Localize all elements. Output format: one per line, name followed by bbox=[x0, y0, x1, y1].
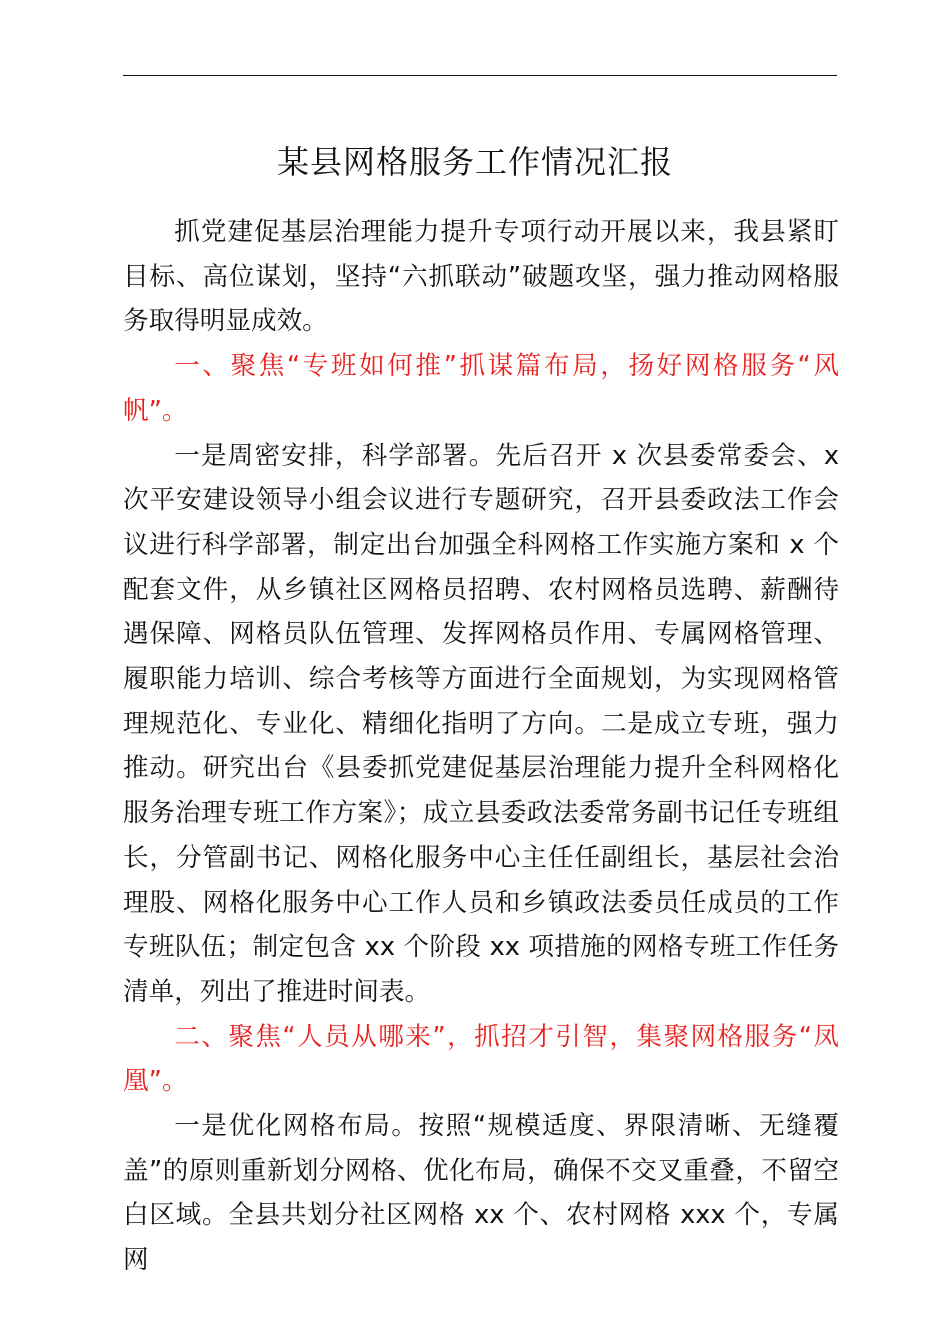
section-heading-2: 二、聚焦“人员从哪来”，抓招才引智，集聚网格服务“凤凰”。 bbox=[123, 1021, 839, 1097]
section-heading-1: 一、聚焦“专班如何推”抓谋篇布局，扬好网格服务“风帆”。 bbox=[123, 351, 839, 426]
section-2-paragraph: 一是优化网格布局。按照“规模适度、界限清晰、无缝覆盖”的原则重新划分网格、优化布局，确保不交叉重叠，不留空白区域。全县共划分社区网格 xx 个、农村网格 xxx 个，专属网 bbox=[123, 1111, 839, 1276]
document-title: 某县网格服务工作情况汇报 bbox=[276, 143, 673, 181]
document-body bbox=[123, 210, 839, 1283]
header-rule bbox=[123, 75, 837, 76]
intro-paragraph: 抓党建促基层治理能力提升专项行动开展以来，我县紧盯目标、高位谋划，坚持“六抓联动”破题攻坚，强力推动网格服务取得明显成效。 bbox=[123, 217, 839, 337]
section-1-paragraph: 一是周密安排，科学部署。先后召开 x 次县委常委会、x 次平安建设领导小组会议进行专题研究，召开县委政法工作会议进行科学部署，制定出台加强全科网格工作实施方案和 x 个配套文件，从乡镇社区网格员招聘、农村网格员选聘、薪酬待遇保障、网格员队伍管理、发挥网格员作用、专属网格管理、履职能力培训、综合考核等方面进行全面规划，为实现网格管理规范化、专业化、精细化指明了方向。二是成立专班，强力推动。研究出台《县委抓党建促基层治理能力提升全科网格化服务治理专班工作方案》；成立县委政法委常务副书记任专班组长，分管副书记、网格化服务中心主任任副组长，基层社会治理股、网格化服务中心工作人员和乡镇政法委员任成员的工作专班队伍；制定包含 xx 个阶段 xx 项措施的网格专班工作任务清单，列出了推进时间表。 bbox=[123, 440, 839, 1007]
